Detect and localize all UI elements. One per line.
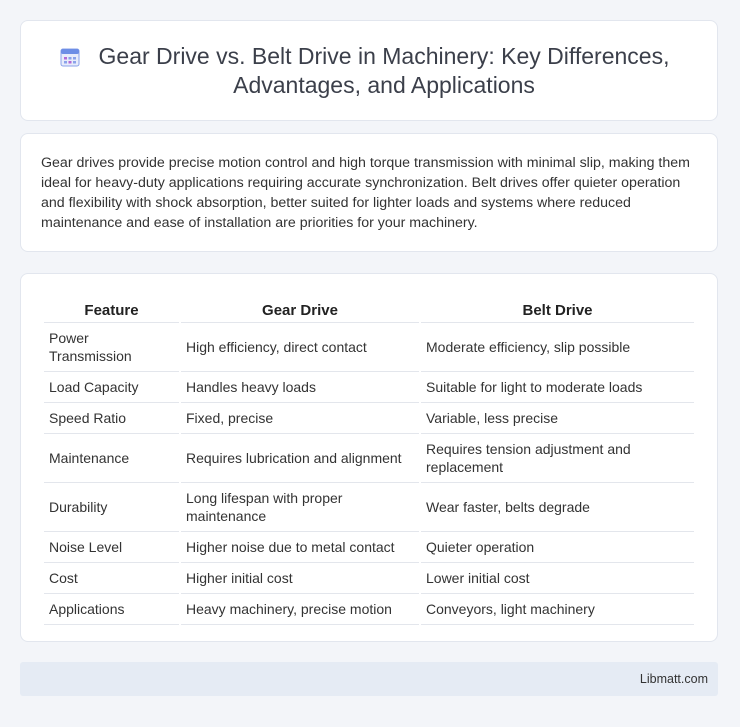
cell-feature: Noise Level [44,532,179,563]
table-row [44,403,694,434]
table-row [44,563,694,594]
cell-feature: Load Capacity [44,372,179,403]
cell-gear: Requires lubrication and alignment [181,434,419,483]
footer-site-link[interactable]: Libmatt.com [639,672,708,686]
intro-paragraph: Gear drives provide precise motion control and high torque transmission with minimal slip, making them ideal for heavy-duty applications requiring accurate synchronization. Belt drives offer quieter operation and flexibility with shock absorption, better suited for lighter loads and systems where reduced maintenance and ease of installation are priorities for your machinery. [41,155,690,231]
comparison-table [42,294,696,625]
cell-feature: Maintenance [44,434,179,483]
cell-gear: Handles heavy loads [181,372,419,403]
cell-gear: Heavy machinery, precise motion [181,594,419,625]
title-card [20,20,718,121]
cell-gear: Long lifespan with proper maintenance [181,483,419,532]
cell-belt: Moderate efficiency, slip possible [421,323,694,372]
header-gear-drive: Gear Drive [181,294,419,323]
cell-feature: Speed Ratio [44,403,179,434]
cell-belt: Quieter operation [421,532,694,563]
cell-feature: Durability [44,483,179,532]
cell-gear: High efficiency, direct contact [181,323,419,372]
header-belt-drive: Belt Drive [421,294,694,323]
table-row [44,372,694,403]
cell-belt: Conveyors, light machinery [421,594,694,625]
table-row [44,323,694,372]
header-feature: Feature [44,294,179,323]
cell-gear: Higher initial cost [181,563,419,594]
cell-belt: Requires tension adjustment and replacement [421,434,694,483]
page-title: Gear Drive vs. Belt Drive in Machinery: Key Differences, Advantages, and Applications [98,42,670,98]
cell-feature: Cost [44,563,179,594]
cell-gear: Fixed, precise [181,403,419,434]
cell-belt: Lower initial cost [421,563,694,594]
table-row [44,594,694,625]
table-header-row [44,294,694,323]
comparison-card [20,273,718,642]
cell-feature: Power Transmission [44,323,179,372]
cell-gear: Higher noise due to metal contact [181,532,419,563]
title-wrap [59,42,679,100]
cell-belt: Wear faster, belts degrade [421,483,694,532]
intro-card [20,133,718,252]
footer-bar [20,662,718,696]
table-row [44,434,694,483]
cell-feature: Applications [44,594,179,625]
cell-belt: Suitable for light to moderate loads [421,372,694,403]
cell-belt: Variable, less precise [421,403,694,434]
table-row [44,483,694,532]
calendar-icon [59,46,81,68]
table-row [44,532,694,563]
